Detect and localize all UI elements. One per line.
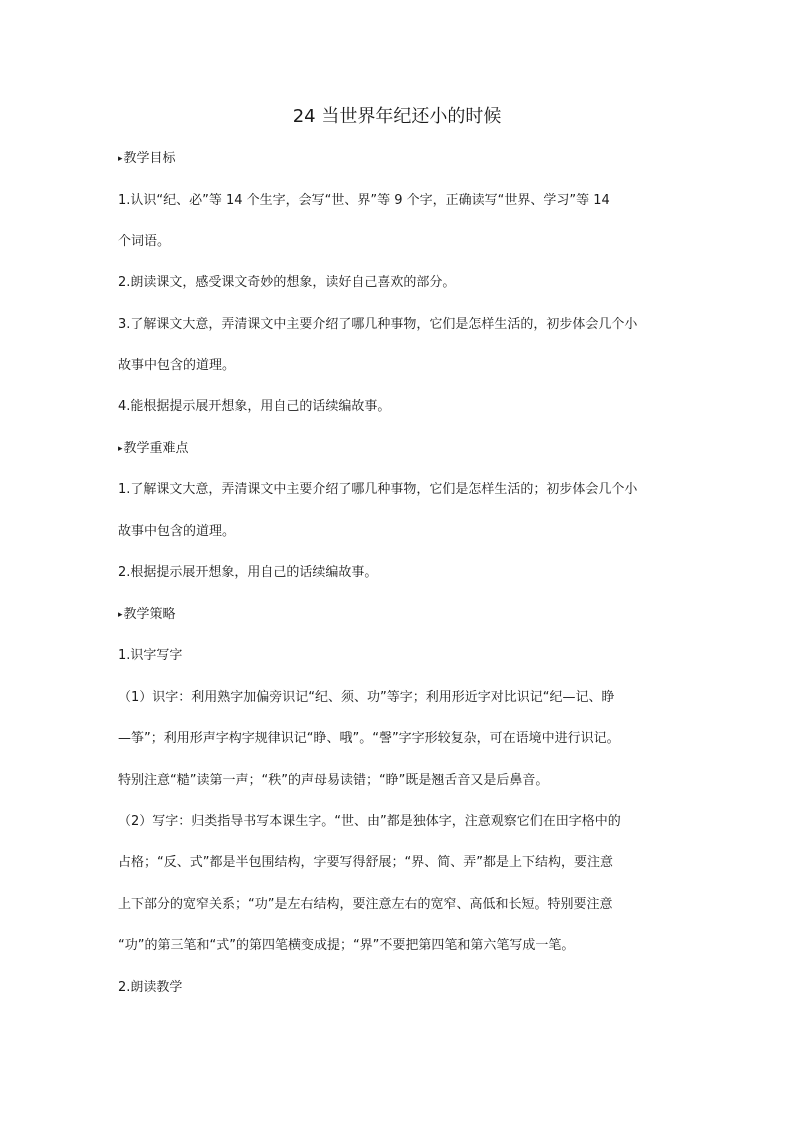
paragraph-line: 上下部分的宽窄关系；“功”是左右结构，要注意左右的宽窄、高低和长短。特别要注意 [118,897,613,912]
paragraph-line: 个词语。 [118,234,171,249]
section-heading-goals: ▸教学目标 [118,151,176,166]
paragraph-line: （1）识字：利用熟字加偏旁识记“纪、须、功”等字；利用形近字对比识记“纪—记、睁 [118,690,615,705]
triangle-bullet-icon: ▸ [118,444,123,454]
paragraph-line: 1.了解课文大意，弄清课文中主要介绍了哪几种事物，它们是怎样生活的；初步体会几个小 [118,482,638,497]
section-heading-difficulties: ▸教学重难点 [118,441,189,456]
page-title: 24 当世界年纪还小的时候 [292,106,502,127]
paragraph-line: 故事中包含的道理。 [118,358,236,373]
paragraph-line: 故事中包含的道理。 [118,524,236,539]
paragraph-line: 1.识字写字 [118,648,183,663]
paragraph-line: 2.朗读教学 [118,980,183,995]
paragraph-line: 2.朗读课文，感受课文奇妙的想象，读好自己喜欢的部分。 [118,275,456,290]
triangle-bullet-icon: ▸ [118,154,123,164]
paragraph-line: 1.认识“纪、必”等 14 个生字，会写“世、界”等 9 个字，正确读写“世界、学习”等 14 [118,193,610,208]
paragraph-line: 占格；“反、式”都是半包围结构，字要写得舒展；“界、简、弄”都是上下结构，要注意 [118,855,613,870]
paragraph-line: （2）写字：归类指导书写本课生字。“世、由”都是独体字，注意观察它们在田字格中的 [118,814,621,829]
section-heading-strategy: ▸教学策略 [118,607,176,622]
paragraph-line: 特别注意“糙”读第一声；“秩”的声母易读错；“睁”既是翘舌音又是后鼻音。 [118,773,549,788]
triangle-bullet-icon: ▸ [118,610,123,620]
paragraph-line: 3.了解课文大意，弄清课文中主要介绍了哪几种事物，它们是怎样生活的，初步体会几个小 [118,317,638,332]
paragraph-line: 4.能根据提示展开想象，用自己的话续编故事。 [118,399,391,414]
paragraph-line: —筝”；利用形声字构字规律识记“睁、哦”。“謦”字字形较复杂，可在语境中进行识记。 [118,731,620,746]
paragraph-line: “功”的第三笔和“式”的第四笔横变成提；“界”不要把第四笔和第六笔写成一笔。 [118,938,575,953]
paragraph-line: 2.根据提示展开想象，用自己的话续编故事。 [118,565,378,580]
